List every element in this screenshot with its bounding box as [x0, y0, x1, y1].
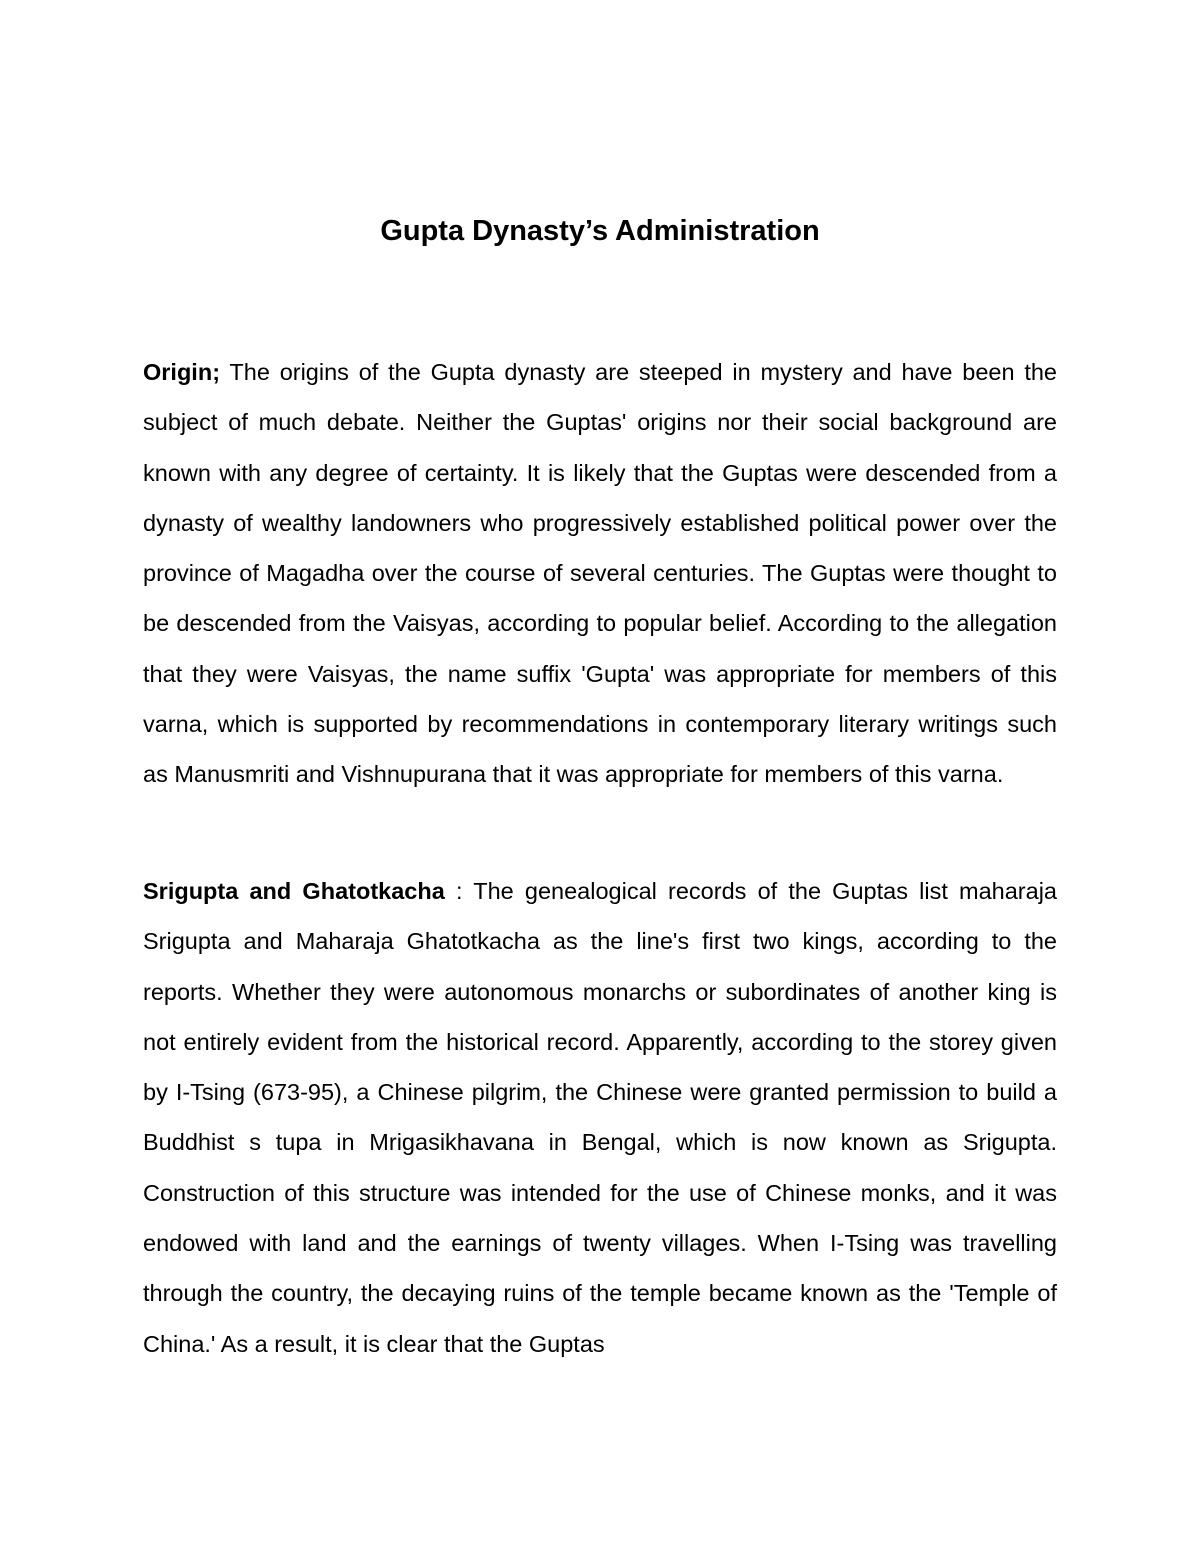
paragraph-label-srigupta-ghatotkacha: Srigupta and Ghatotkacha	[143, 878, 445, 904]
paragraph-text-origin: The origins of the Gupta dynasty are steeped in mystery and have been the subject of much debate. Neither the Guptas' origins nor their social background are known with any degree of certainty. It is likely that the Guptas were descended from a dynasty of wealthy landowners who progressively established political power over the province of Magadha over the course of several centuries. The Guptas were thought to be descended from the Vaisyas, according to popular belief. According to the allegation that they were Vaisyas, the name suffix 'Gupta' was appropriate for members of this varna, which is supported by recommendations in contemporary literary writings such as Manusmriti and Vishnupurana that it was appropriate for members of this varna.	[143, 359, 1057, 788]
paragraph-label-origin: Origin;	[143, 359, 221, 385]
paragraph-origin	[143, 347, 1057, 800]
paragraph-text-srigupta-ghatotkacha: : The genealogical records of the Guptas list maharaja Srigupta and Maharaja Ghatotkacha as the line's first two kings, according to the reports. Whether they were autonomous monarchs or subordinates of another king is not entirely evident from the historical record. Apparently, according to the storey given by I-Tsing (673-95), a Chinese pilgrim, the Chinese were granted permission to build a Buddhist s tupa in Mrigasikhavana in Bengal, which is now known as Srigupta. Construction of this structure was intended for the use of Chinese monks, and it was endowed with land and the earnings of twenty villages. When I-Tsing was travelling through the country, the decaying ruins of the temple became known as the 'Temple of China.' As a result, it is clear that the Guptas	[143, 878, 1057, 1357]
paragraph-srigupta-ghatotkacha	[143, 866, 1057, 1369]
document-title: Gupta Dynasty’s Administration	[380, 215, 820, 247]
